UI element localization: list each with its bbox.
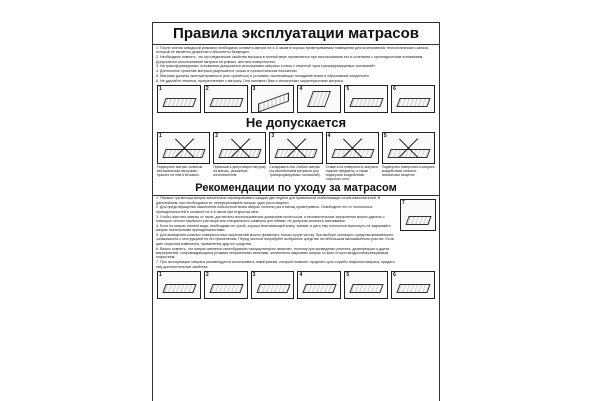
care-panel-6: 6: [391, 271, 435, 299]
care-panel-2: 2: [204, 271, 248, 299]
prohibited-cross-icon: [274, 135, 317, 161]
prohibited-title: Не допускается: [245, 115, 347, 131]
rules-panel-1: 1: [157, 85, 201, 113]
prohibited-illustrations: [157, 132, 435, 164]
rule-3: 3. На трансформируемых основаниях допускается использовать матрасы только с отметкой «для трансформируемых оснований».: [156, 64, 377, 69]
rule-5: 5. Матрасы должны эксплуатироваться (или храниться) в условиях, исключающих попадание влаги и образование конденсата.: [156, 74, 370, 78]
care-panel-1: 1: [157, 271, 201, 299]
care-text: [156, 196, 397, 269]
prohibited-panel-4: 4: [326, 132, 379, 164]
care-panel-4: 4: [297, 271, 341, 299]
care-2: 2. Для предотвращения накопления избыточной влаги матрас полезно раз в месяц проветривать. Освободите его от постельных принадлежностей и оставьте на 4-6 часов при открытом окне.: [156, 205, 373, 214]
prohibited-caption-5: Подвергать поверхность матраса воздействию сильных химических веществ.: [381, 165, 435, 178]
prohibited-panel-1: 1: [157, 132, 210, 164]
care-panel-7: 7: [400, 199, 436, 231]
care-panel-5: 5: [344, 271, 388, 299]
prohibited-cross-icon: [162, 135, 205, 161]
prohibited-panel-5: 5: [382, 132, 435, 164]
rules-panel-5: 5: [344, 85, 388, 113]
care-side: [400, 196, 436, 269]
instruction-sheet: [152, 22, 440, 401]
prohibited-panel-2: 2: [213, 132, 266, 164]
care-6: 6. Важно помнить, что матрас является своеобразным «аккумулятором запахов», поэтому при проведении ремонта, дезинфекции и других мероприятий, сопровождающихся резкими неприятными запахами, желательно закрывать матрас со всех сторон воздухонепроницаемым покрытием.: [156, 246, 390, 260]
rule-4: 4. Длительное хранение матраса разрешается только в горизонтальном положении.: [156, 69, 298, 74]
prohibited-caption-4: Ставить на поверхность матраса горячие предметы, а также подвергать воздействию открытого огня.: [325, 165, 378, 182]
care-panel-3: 3: [251, 271, 295, 299]
rules-text: [156, 46, 436, 83]
rule-1: 1. После снятия заводской упаковки необходимо оставить матрас на 4-6 часов в хорошо проветриваемом помещении для исчезновения технологического запаха, который не является дефектом и абсолютно безвреден.: [156, 46, 429, 55]
prohibited-cross-icon: [218, 135, 261, 161]
prohibited-captions: [157, 165, 435, 181]
care-title: Рекомендации по уходу за матрасом: [153, 182, 439, 196]
prohibited-caption-3: Складывать или сгибать матрас (за исключением матрасов для трансформируемых оснований).: [269, 165, 321, 178]
rules-panel-6: 6: [391, 85, 435, 113]
care-7: 7. При эксплуатации матраса рекомендуется использовать наматрасник, который позволит продлить срок службы покрытия матраса, придать ему дополнительные свойства.: [156, 260, 395, 269]
care-illustrations: [157, 271, 435, 299]
rule-2: 2. Необходимо помнить, что ортопедические свойства матраса в полной мере проявляются при использовании его в сочетании с ортопедическим основанием. Допускается использование матраса на ровных, жестких поверхностях.: [156, 55, 424, 64]
rules-panel-4: 4: [297, 85, 341, 113]
care-4: 4. Если на матрас попала вода, необходимо ее сухой, хорошо впитывающей влагу, тканью, и дать ему полностью высохнуть не закрывайте матрас постельными принадлежностями.: [156, 223, 391, 233]
care-3: 3. Чтобы очистить матрас от пыли, достаточно воспользоваться домашним пылесосом, а незначительные загрязнения можно удалить с помощью легкого мыльного раствора или специального шампуня для обивки, не допуская сильного смачивания.: [156, 214, 385, 224]
rule-6: 6. Не удаляйте этикетки, прикрепленные к матрасу. Они напомнят Вам о технических характеристиках матраса.: [156, 78, 344, 83]
prohibited-caption-1: Подвергать матрас сильным вертикальным нагрузкам, прыгать на нём и вставать.: [157, 165, 203, 178]
rules-illustrations: [157, 85, 435, 113]
page-title: Правила эксплуатации матрасов: [153, 26, 439, 45]
rules-panel-3: 3: [251, 85, 295, 113]
rules-panel-2: 2: [204, 85, 248, 113]
prohibited-cross-icon: [387, 135, 430, 161]
prohibited-cross-icon: [331, 135, 374, 161]
care-section: [156, 196, 436, 269]
care-5: 5. Для выведения сильных поверхностных загрязнений можно применять только сухую чистку. При выборе чистящего средства внимательно ознакомьтесь с инструкцией по его применению. Перед чисткой попробуйте выбранное средство на небольшом малозаметном участке. Если цвет покрытия изменился, применение другого средства.: [156, 233, 394, 246]
care-1: 1. Первые три месяца матрас желательно переворачивать каждые две недели для правильной стабилизации слоев наполнителей. В дальнейшем, при необходимости, переворачивайте матрас один раз в квартал.: [156, 196, 381, 205]
prohibited-caption-2: Превышать допустимую нагрузку на матрас, указанную изготовителем.: [213, 165, 266, 178]
prohibited-panel-3: 3: [269, 132, 322, 164]
